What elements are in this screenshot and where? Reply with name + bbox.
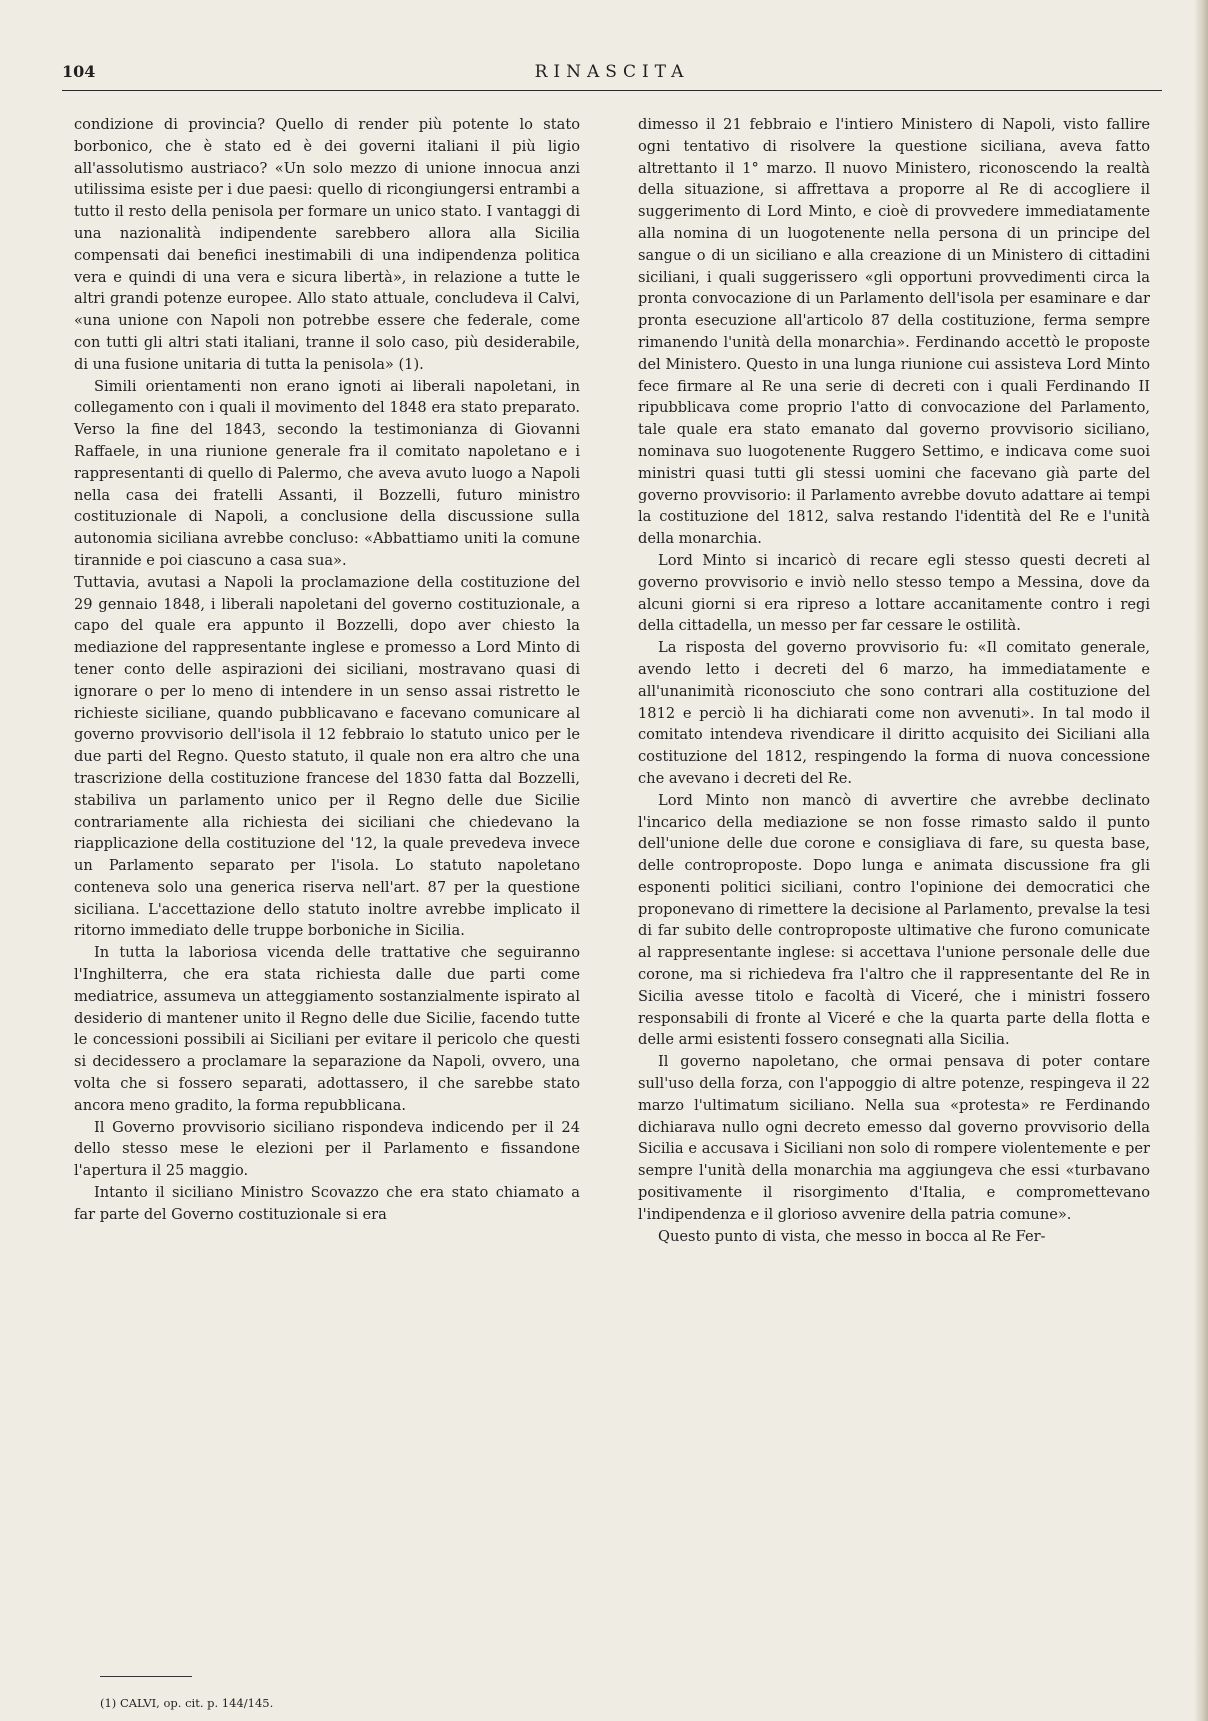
paragraph: In tutta la laboriosa vicenda delle trattative che seguiranno l'Inghilterra, che era stata richiesta dalle due parti come mediatrice, assumeva un atteggiamento sostanzialmente ispirato al desiderio di mantener unito il Regno delle due Sicilie, facendo tutte le concessioni possibili ai Siciliani per evitare il pericolo che questi si decidessero a proclamare la separazione da Napoli, ovvero, una volta che si fossero separati, adottassero, il che sarebbe stato ancora meno gradito, la forma repubblicana. <box>74 944 580 1114</box>
running-title: RINASCITA <box>534 62 690 82</box>
page-spine-shadow <box>1194 0 1208 1721</box>
paragraph: Il Governo provvisorio siciliano rispondeva indicendo per il 24 dello stesso mese le elezioni per il Parlamento e fissandone l'apertura il 25 maggio. <box>74 1118 580 1180</box>
paragraph: dimesso il 21 febbraio e l'intiero Ministero di Napoli, visto fallire ogni tentativo di risolvere la questione siciliana, aveva fatto altrettanto il 1° marzo. Il nuovo Ministero, riconoscendo la realtà della situazione, si affrettava a proporre al Re di accogliere il suggerimento di Lord Minto, e cioè di provvedere immediatamente alla nomina di un luogotenente nella persona di un principe del sangue o di un siciliano e alla creazione di un Ministero di cittadini siciliani, i quali suggerissero «gli opportuni provvedimenti circa la pronta convocazione di un Parlamento dell'isola per esaminare e dar pronta esecuzione all'articolo 87 della costituzione, ferma sempre rimanendo l'unità della monarchia». Ferdinando accettò le proposte del Ministero. Questo in una lunga riunione cui assisteva Lord Minto fece firmare al Re una serie di decreti con i quali Ferdinando II ripubblicava come proprio l'atto di convocazione del Parlamento, tale quale era stato emanato dal governo provvisorio siciliano, nominava suo luogotenente Ruggero Settimo, e indicava come suoi ministri quasi tutti gli stessi uomini che facevano già parte del governo provvisorio: il Parlamento avrebbe dovuto adattare ai tempi la costituzione del 1812, salva restando l'identità del Re e l'unità della monarchia. <box>638 116 1150 548</box>
page-number: 104 <box>62 62 96 81</box>
page-header <box>62 62 1162 88</box>
paragraph: Tuttavia, avutasi a Napoli la proclamazione della costituzione del 29 gennaio 1848, i liberali napoletani del governo costituzionale, a capo del quale era appunto il Bozzelli, dopo aver chiesto la mediazione del rappresentante inglese e promesso a Lord Minto di tener conto delle aspirazioni dei siciliani, mostravano quasi di ignorare o per lo meno di intendere in un senso assai ristretto le richieste siciliane, quando pubblicavano e facevano comunicare al governo provvisorio dell'isola il 12 febbraio lo statuto unico per le due parti del Regno. Questo statuto, il quale non era altro che una trascrizione della costituzione francese del 1830 fatta dal Bozzelli, stabiliva un parlamento unico per il Regno delle due Sicilie contrariamente alla richiesta dei siciliani che chiedevano la riapplicazione della costituzione del '12, la quale prevedeva invece un Parlamento separato per l'isola. Lo statuto napoletano conteneva solo una generica riserva nell'art. 87 per la questione siciliana. L'accettazione dello statuto inoltre avrebbe implicato il ritorno immediato delle truppe borboniche in Sicilia. <box>74 573 580 940</box>
paragraph: Simili orientamenti non erano ignoti ai liberali napoletani, in collegamento con i quali il movimento del 1848 era stato preparato. Verso la fine del 1843, secondo la testimonianza di Giovanni Raffaele, in una riunione generale fra il comitato napoletano e i rappresentanti di quello di Palermo, che aveva avuto luogo a Napoli nella casa dei fratelli Assanti, il Bozzelli, futuro ministro costituzionale di Napoli, a conclusione della discussione sulla autonomia siciliana avrebbe concluso: «Abbattiamo uniti la comune tirannide e poi ciascuno a casa sua». <box>74 377 580 569</box>
paragraph: Il governo napoletano, che ormai pensava di poter contare sull'uso della forza, con l'appoggio di altre potenze, respingeva il 22 marzo l'ultimatum siciliano. Nella sua «protesta» re Ferdinando dichiarava nullo ogni decreto emesso dal governo provvisorio della Sicilia e accusava i Siciliani non solo di rompere violentemente e per sempre l'unità della monarchia ma aggiungeva che essi «turbavano positivamente il risorgimento d'Italia, e compromettevano l'indipendenza e il glorioso avvenire della patria comune». <box>638 1053 1150 1223</box>
footnote: (1) CALVI, op. cit. p. 144/145. <box>100 1696 274 1710</box>
paragraph: Intanto il siciliano Ministro Scovazzo che era stato chiamato a far parte del Governo costituzionale si era <box>74 1184 580 1223</box>
left-column <box>74 114 580 1226</box>
header-rule <box>62 90 1162 91</box>
paragraph: Questo punto di vista, che messo in bocca al Re Fer- <box>658 1227 1046 1245</box>
paragraph: Lord Minto si incaricò di recare egli stesso questi decreti al governo provvisorio e inviò nello stesso tempo a Messina, dove da alcuni giorni si era ripreso a lottare accanitamente contro i regi della cittadella, un messo per far cessare le ostilità. <box>638 551 1150 635</box>
paragraph: La risposta del governo provvisorio fu: «Il comitato generale, avendo letto i decreti del 6 marzo, ha immediatamente e all'unanimità riconosciuto che sono contrari alla costituzione del 1812 e perciò li ha dichiarati come non avvenuti». In tal modo il comitato intendeva rivendicare il diritto acquisito dei Siciliani alla costituzione del 1812, respingendo la forma di nuova concessione che avevano i decreti del Re. <box>638 639 1150 787</box>
paragraph: Lord Minto non mancò di avvertire che avrebbe declinato l'incarico della mediazione se non fosse rimasto saldo il punto dell'unione delle due corone e consigliava di fare, su questa base, delle controproposte. Dopo lunga e animata discussione fra gli esponenti politici siciliani, contro l'opinione dei democratici che proponevano di rimettere la decisione al Parlamento, prevalse la tesi di far subito delle controproposte ultimative che furono comunicate al rappresentante inglese: si accettava l'unione personale delle due corone, ma si richiedeva fra l'altro che il rappresentante del Re in Sicilia avesse titolo e facoltà di Viceré, che i ministri fossero responsabili di fronte al Viceré e che la quarta parte della flotta e delle armi esistenti fossero consegnati alla Sicilia. <box>638 791 1150 1049</box>
footnote-rule <box>100 1676 192 1677</box>
paragraph: condizione di provincia? Quello di render più potente lo stato borbonico, che è stato ed è dei governi italiani il più ligio all'assolutismo austriaco? «Un solo mezzo di unione innocua anzi utilissima esiste per i due paesi: quello di ricongiungersi entrambi a tutto il resto della penisola per formare un unico stato. I vantaggi di una nazionalità indipendente sarebbero allora alla Sicilia compensati dai benefici inestimabili di una indipendenza politica vera e quindi di una vera e sicura libertà», in relazione a tutte le altri grandi potenze europee. Allo stato attuale, concludeva il Calvi, «una unione con Napoli non potrebbe essere che federale, come con tutti gli altri stati italiani, tranne il solo caso, più desiderabile, di una fusione unitaria di tutta la penisola» (1). <box>74 116 580 373</box>
right-column <box>638 114 1150 1247</box>
